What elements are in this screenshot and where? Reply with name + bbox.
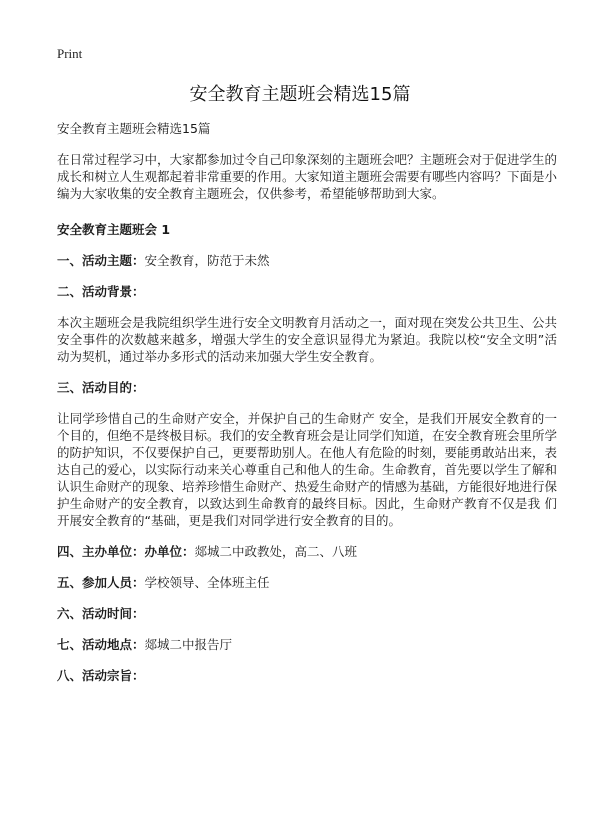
activity-purpose-aim (57, 667, 557, 684)
document-subtitle: 安全教育主题班会精选15篇 (57, 121, 211, 136)
document-body (57, 120, 557, 684)
activity-purpose-label: 三、活动目的： (57, 380, 145, 395)
organizer (57, 543, 557, 560)
activity-location (57, 636, 557, 653)
purpose-paragraph: 让同学珍惜自己的生命财产安全，并保护自己的生命财产 安全，是我们开展安全教育的一个目的，但绝不是终极目标。我们的安全教育班会是让同学们知道，在安全教育班会里所学的防护知识，不仅要保护自己，更要帮助别人。在他人有危险的时刻，要能勇敢站出来，表达自己的爱心，以实际行动来关心尊重自己和他人的生命。生命教育，首先要以学生了解和认识生命财产的现象、培养珍惜生命财产、热爱生命财产的情感为基础，方能很好地进行保护生命财产的安全教育，以致达到生命教育的最终目标。因此，生命财产教育不仅是我 们开展安全教育的“基础，更是我们对同学进行安全教育的目的。 (57, 411, 558, 528)
activity-background-label: 二、活动背景： (57, 284, 145, 299)
participants-value: 学校领导、全体班主任 (144, 575, 270, 590)
activity-purpose (57, 379, 557, 396)
print-link[interactable]: Print (57, 46, 83, 61)
activity-location-label: 七、活动地点： (57, 637, 145, 652)
activity-theme-value: 安全教育，防范于未然 (144, 253, 270, 268)
participants-label: 五、参加人员： (57, 575, 145, 590)
activity-theme (57, 252, 557, 269)
organizer-value: 郯城二中政教处，高二、八班 (194, 544, 358, 559)
organizer-label: 四、主办单位：办单位： (57, 544, 195, 559)
participants (57, 574, 557, 591)
activity-aim-label: 八、活动宗旨： (57, 668, 145, 683)
document-title: 安全教育主题班会精选15篇 (189, 84, 411, 105)
activity-background (57, 283, 557, 300)
activity-time (57, 605, 557, 622)
activity-location-value: 郯城二中报告厅 (144, 637, 233, 652)
intro-paragraph: 在日常过程学习中，大家都参加过令自己印象深刻的主题班会吧？主题班会对于促进学生的成长和树立人生观都起着非常重要的作用。大家知道主题班会需要有哪些内容吗？下面是小编为大家收集的安全教育主题班会，仅供参考，希望能够帮助到大家。 (57, 152, 558, 201)
background-paragraph: 本次主题班会是我院组织学生进行安全文明教育月活动之一，面对现在突发公共卫生、公共安全事件的次数越来越多，增强大学生的安全意识显得尤为紧迫。我院以校“安全文明”活动为契机，通过举办多形式的活动来加强大学生安全教育。 (57, 315, 558, 364)
activity-time-label: 六、活动时间： (57, 606, 145, 621)
activity-theme-label: 一、活动主题： (57, 253, 145, 268)
lesson-heading: 安全教育主题班会 1 (57, 222, 171, 237)
